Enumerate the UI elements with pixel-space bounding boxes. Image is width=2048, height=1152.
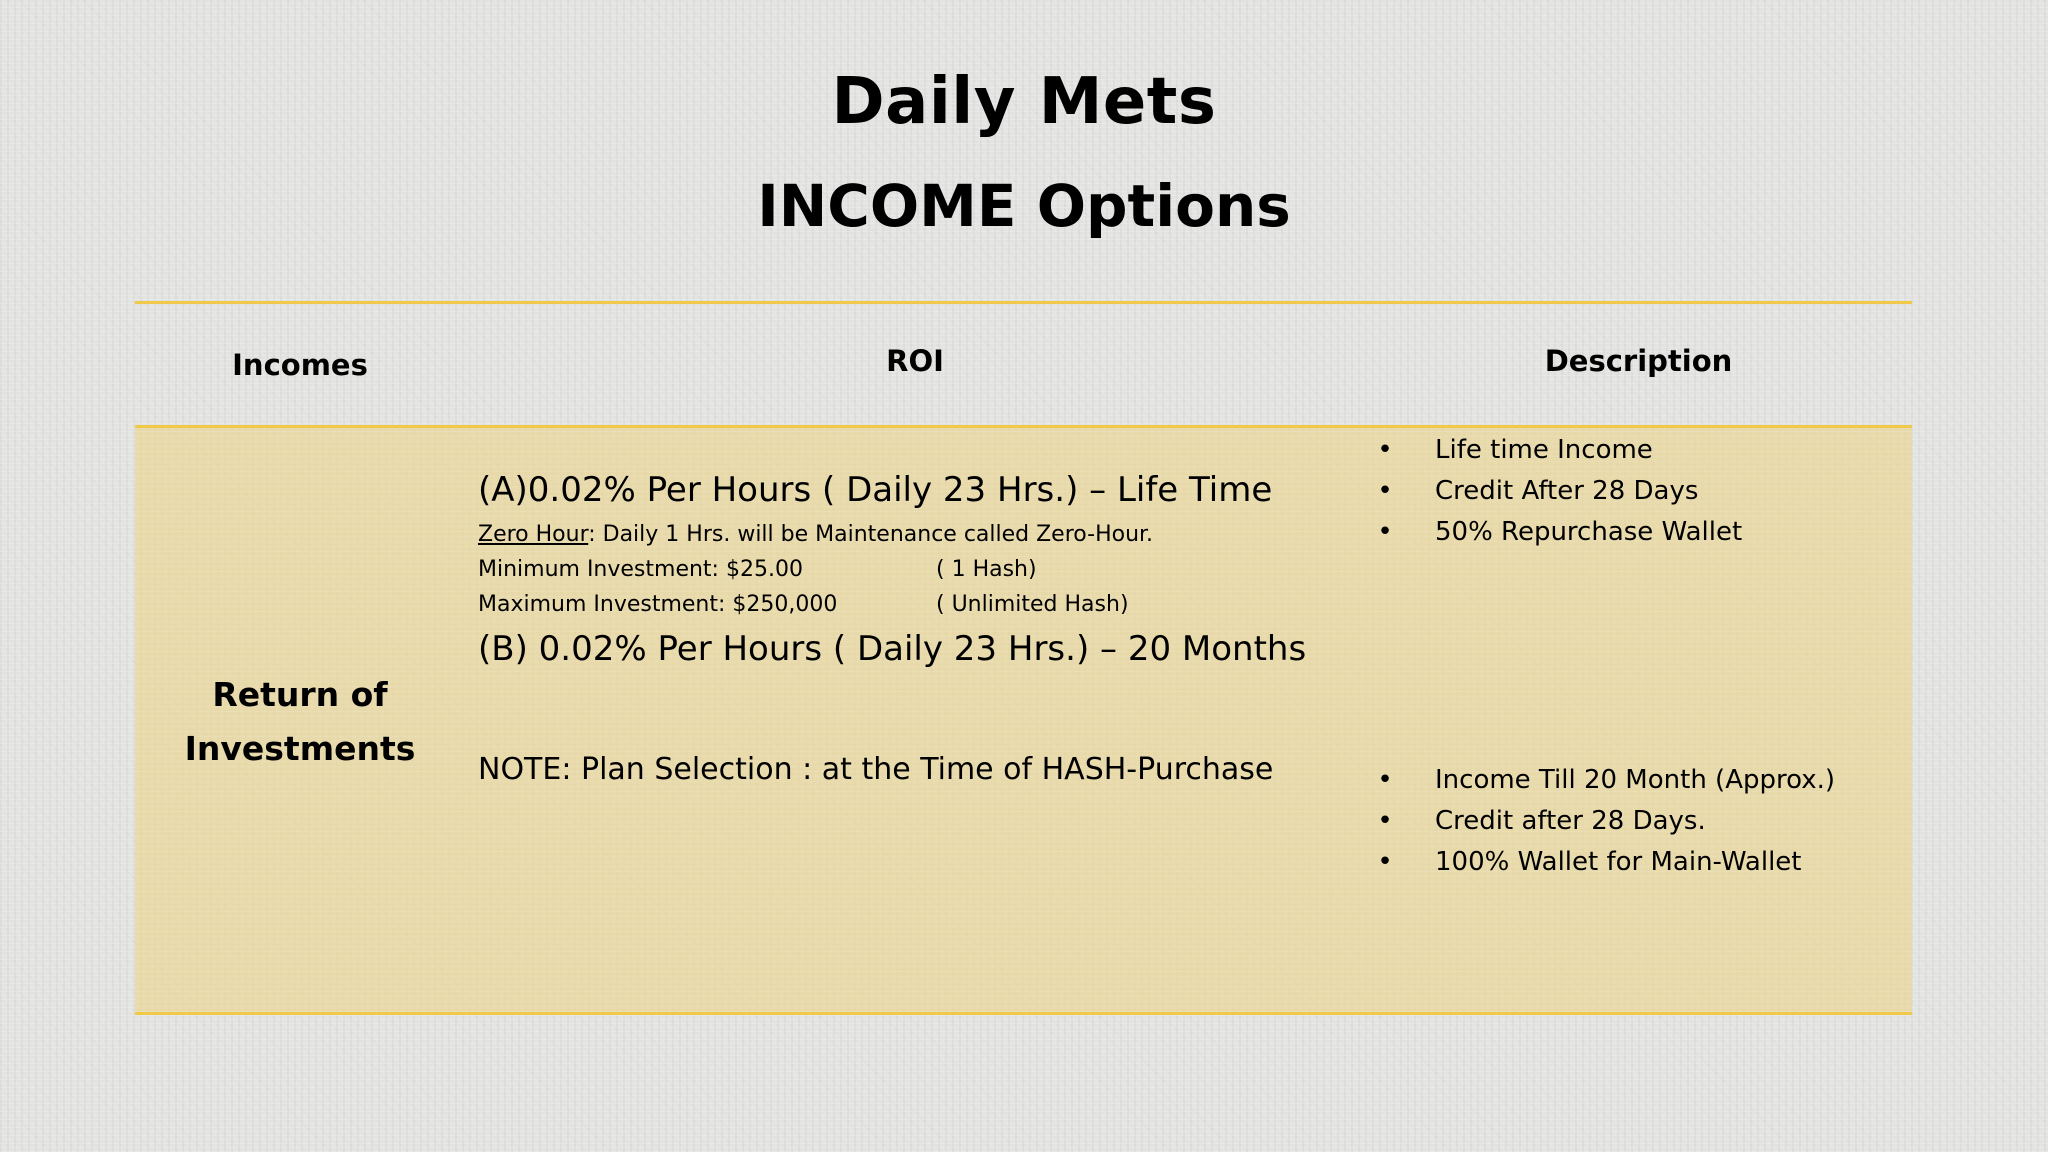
row-label-line1: Return of — [212, 675, 388, 714]
bullet-icon: • — [1377, 476, 1393, 506]
roi-max-hash: ( Unlimited Hash) — [936, 592, 1129, 617]
list-item: • 50% Repurchase Wallet — [1375, 512, 1915, 553]
roi-plan-a: (A)0.02% Per Hours ( Daily 23 Hrs.) – Life Time — [478, 470, 1273, 510]
row-label-return-of-investments — [135, 668, 465, 776]
table-bottom-rule — [135, 1012, 1912, 1015]
roi-min-hash: ( 1 Hash) — [936, 557, 1037, 582]
list-item: • Life time Income — [1375, 430, 1915, 471]
roi-min-investment: Minimum Investment: $25.00 — [478, 557, 803, 582]
bullet-icon: • — [1377, 435, 1393, 465]
table-top-rule — [135, 301, 1912, 304]
roi-plan-b: (B) 0.02% Per Hours ( Daily 23 Hrs.) – 20 Months — [478, 629, 1307, 669]
table-header-rule — [135, 425, 1912, 428]
list-item: • Credit After 28 Days — [1375, 471, 1915, 512]
description-list-plan-a — [1375, 430, 1915, 553]
row-label-line2: Investments — [184, 729, 416, 768]
bullet-icon: • — [1377, 847, 1393, 877]
column-header-description: Description — [1544, 344, 1733, 378]
zero-hour-term: Zero Hour — [478, 522, 589, 547]
roi-note: NOTE: Plan Selection : at the Time of HASH-Purchase — [478, 752, 1274, 787]
bullet-icon: • — [1377, 517, 1393, 547]
zero-hour-text: : Daily 1 Hrs. will be Maintenance called Zero-Hour. — [588, 522, 1154, 547]
bullet-icon: • — [1377, 765, 1393, 795]
roi-zero-hour — [478, 520, 1153, 550]
list-item: • 100% Wallet for Main-Wallet — [1375, 842, 1915, 883]
list-item: • Income Till 20 Month (Approx.) — [1375, 760, 1915, 801]
page-subtitle: INCOME Options — [757, 172, 1291, 240]
column-header-incomes: Incomes — [232, 348, 368, 382]
bullet-icon: • — [1377, 806, 1393, 836]
column-header-roi: ROI — [886, 344, 944, 378]
description-list-plan-b — [1375, 760, 1915, 883]
page-title: Daily Mets — [831, 65, 1217, 139]
roi-max-investment: Maximum Investment: $250,000 — [478, 592, 838, 617]
list-item: • Credit after 28 Days. — [1375, 801, 1915, 842]
